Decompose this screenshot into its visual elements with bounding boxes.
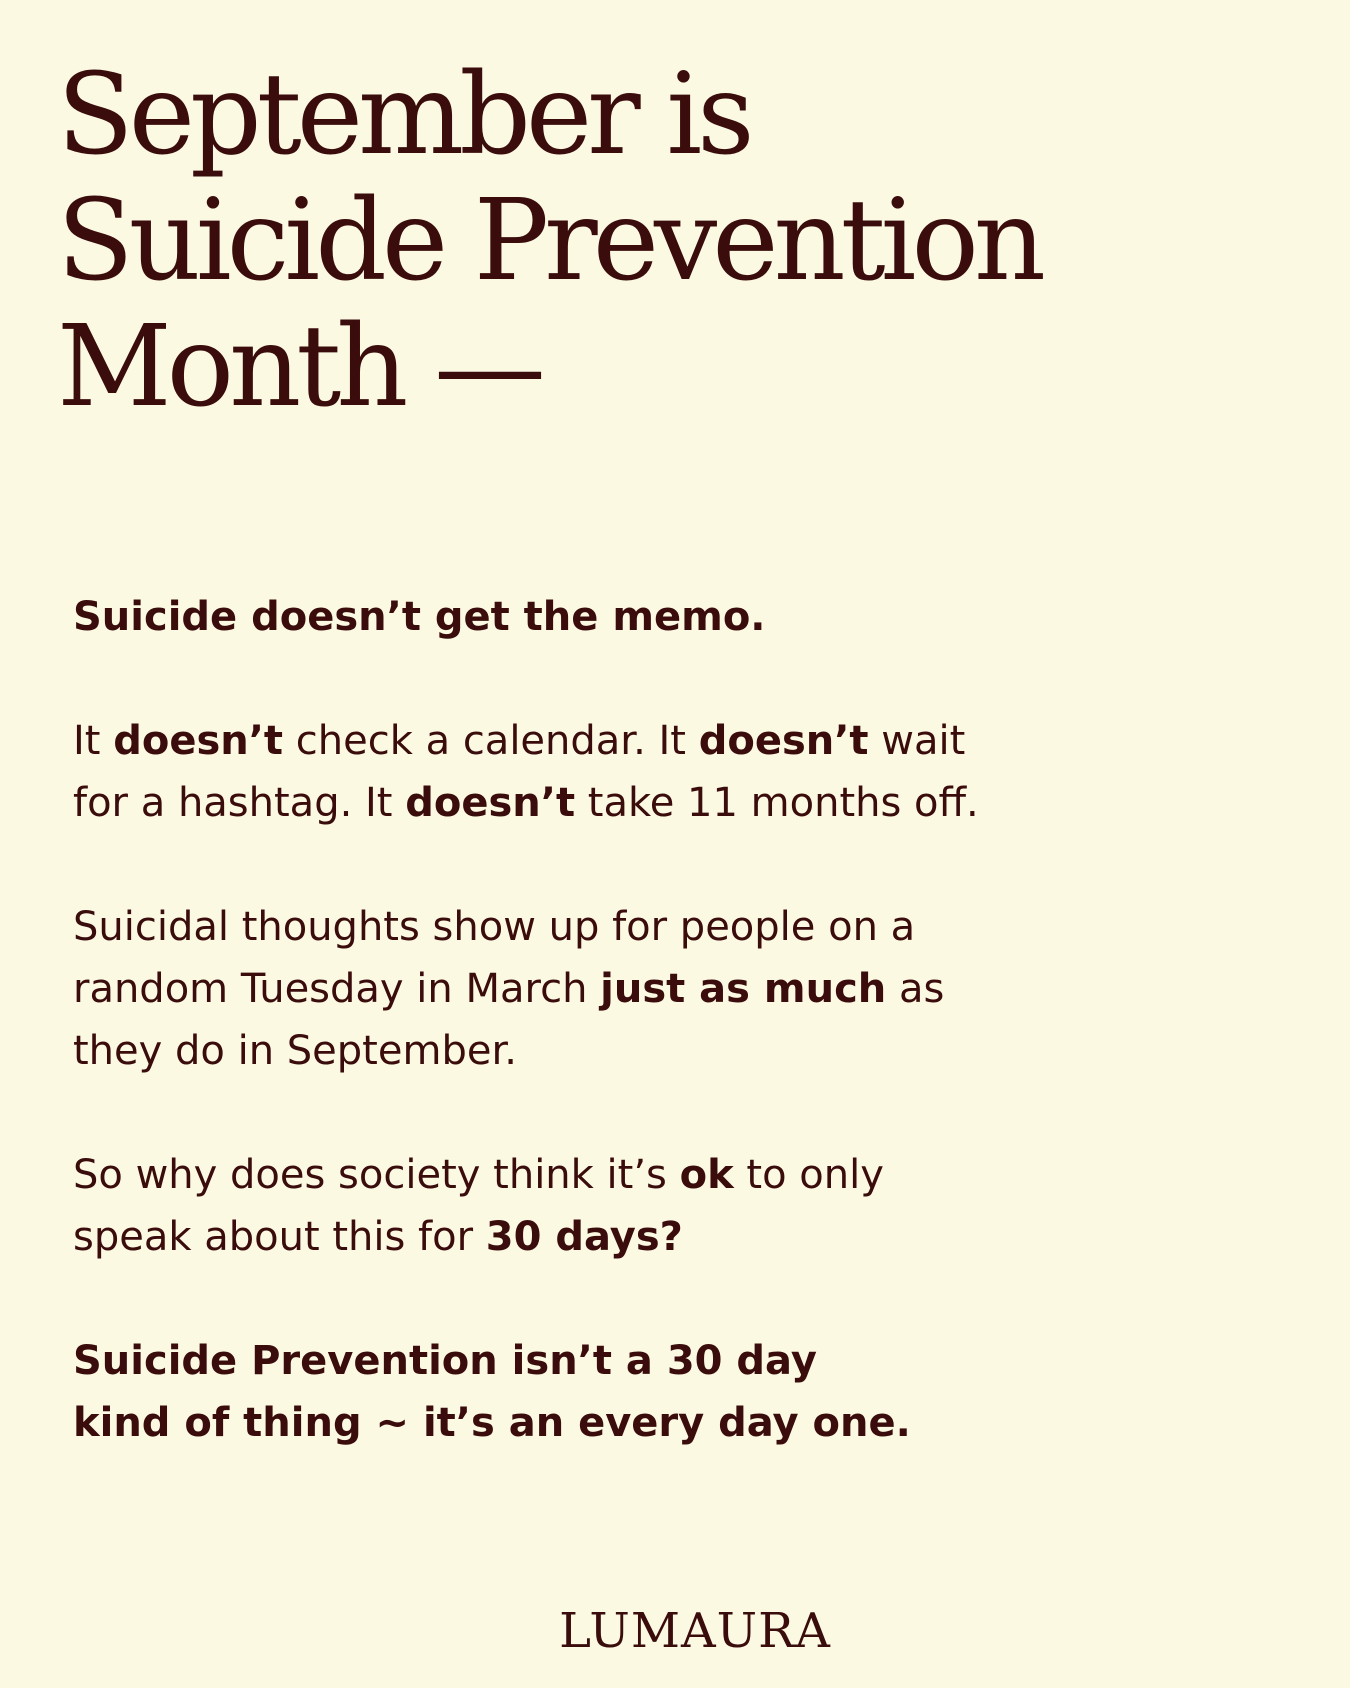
- text-fragment: for a hashtag. It: [73, 780, 406, 826]
- emphasis-fragment: ok: [679, 1152, 734, 1198]
- text-fragment: It: [73, 718, 114, 764]
- headline: [57, 52, 1041, 430]
- paragraph-conclusion-line-2: kind of thing ~ it’s an every day one.: [73, 1400, 911, 1446]
- paragraph-question: [73, 1144, 1193, 1268]
- paragraph-calendar-line-1: [73, 710, 1193, 772]
- paragraph-question-line-1: [73, 1144, 1193, 1206]
- text-fragment: speak about this for: [73, 1214, 486, 1260]
- text-fragment: So why does society think it’s: [73, 1152, 680, 1198]
- body-text: [73, 586, 1193, 1516]
- text-fragment: check a calendar. It: [283, 718, 699, 764]
- headline-line-3: Month —: [57, 302, 541, 432]
- paragraph-calendar-line-2: [73, 772, 1193, 834]
- paragraph-intro: [73, 586, 1193, 648]
- text-fragment: as: [886, 966, 945, 1012]
- emphasis-fragment: doesn’t: [405, 780, 576, 826]
- paragraph-thoughts-line-1: Suicidal thoughts show up for people on a: [73, 904, 916, 950]
- emphasis-fragment: just as much: [600, 966, 887, 1012]
- paragraph-question-line-2: [73, 1206, 1193, 1268]
- text-fragment: take 11 months off.: [575, 780, 979, 826]
- paragraph-thoughts-line-2: [73, 958, 1193, 1020]
- emphasis-fragment: doesn’t: [698, 718, 869, 764]
- paragraph-thoughts: [73, 896, 1193, 1082]
- intro-line: Suicide doesn’t get the memo.: [73, 594, 766, 640]
- paragraph-conclusion: [73, 1330, 1193, 1454]
- paragraph-conclusion-line-1: Suicide Prevention isn’t a 30 day: [73, 1338, 817, 1384]
- text-fragment: to only: [733, 1152, 884, 1198]
- headline-line-1: September is: [57, 50, 750, 180]
- paragraph-thoughts-line-3: they do in September.: [73, 1028, 517, 1074]
- text-fragment: random Tuesday in March: [73, 966, 601, 1012]
- emphasis-fragment: doesn’t: [113, 718, 284, 764]
- text-fragment: wait: [868, 718, 966, 764]
- brand-logo: LUMAURA: [559, 1603, 831, 1659]
- headline-line-2: Suicide Prevention: [57, 176, 1042, 306]
- emphasis-fragment: 30 days?: [485, 1214, 683, 1260]
- paragraph-calendar: [73, 710, 1193, 834]
